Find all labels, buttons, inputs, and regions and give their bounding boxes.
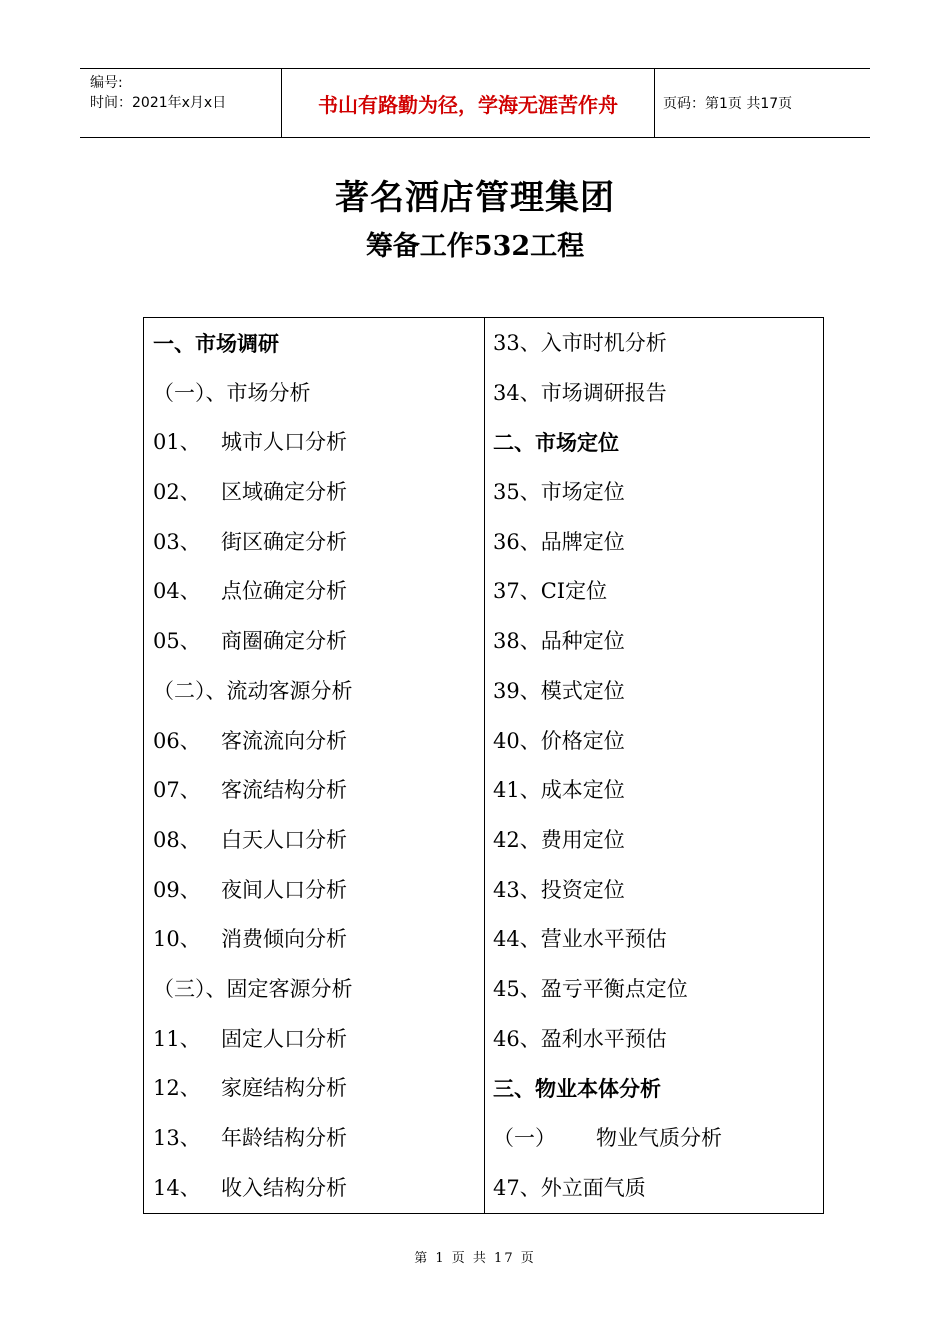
item-number: 09、 bbox=[153, 877, 201, 902]
list-item bbox=[493, 667, 823, 717]
list-item bbox=[153, 1015, 484, 1065]
item-text: 一、市场调研 bbox=[153, 331, 279, 356]
item-text: 38、品种定位 bbox=[493, 629, 625, 654]
item-number: 01、 bbox=[153, 430, 201, 455]
contents-right-column bbox=[485, 318, 823, 1213]
item-text: 白天人口分析 bbox=[221, 827, 347, 852]
list-item bbox=[153, 518, 484, 568]
item-text: 35、市场定位 bbox=[493, 480, 625, 505]
item-number: 11、 bbox=[153, 1026, 201, 1051]
list-item bbox=[493, 518, 823, 568]
contents-table bbox=[143, 317, 824, 1214]
item-number: 07、 bbox=[153, 778, 201, 803]
item-text: 41、成本定位 bbox=[493, 778, 625, 803]
list-item bbox=[493, 369, 823, 419]
contents-left-column bbox=[144, 318, 485, 1213]
list-item bbox=[493, 468, 823, 518]
section-heading bbox=[153, 319, 484, 369]
list-item bbox=[153, 816, 484, 866]
item-text: 收入结构分析 bbox=[221, 1175, 347, 1200]
item-text: 42、费用定位 bbox=[493, 827, 625, 852]
item-number: 13、 bbox=[153, 1126, 201, 1150]
list-item bbox=[493, 816, 823, 866]
document-header bbox=[80, 68, 870, 138]
item-number: 06、 bbox=[153, 728, 201, 753]
header-meta bbox=[80, 69, 281, 137]
document-title: 著名酒店管理集团 bbox=[335, 178, 615, 218]
item-text: 36、品牌定位 bbox=[493, 529, 625, 554]
item-text: 43、投资定位 bbox=[493, 877, 625, 902]
list-item bbox=[153, 567, 484, 617]
item-number: 02、 bbox=[153, 480, 201, 505]
item-number: 10、 bbox=[153, 927, 201, 952]
item-text: 46、盈利水平预估 bbox=[493, 1026, 667, 1051]
item-text: 44、营业水平预估 bbox=[493, 927, 667, 952]
item-text: 物业气质分析 bbox=[596, 1126, 722, 1150]
number-label: 编号: bbox=[90, 75, 123, 91]
item-number: 08、 bbox=[153, 827, 201, 852]
item-text: 47、外立面气质 bbox=[493, 1175, 646, 1200]
item-number: （一） bbox=[493, 1126, 556, 1150]
section-heading bbox=[493, 1064, 823, 1114]
list-item bbox=[153, 1164, 484, 1214]
item-number: 05、 bbox=[153, 629, 201, 654]
list-item bbox=[493, 866, 823, 916]
item-text: 二、市场定位 bbox=[493, 430, 619, 456]
item-number: 14、 bbox=[153, 1175, 201, 1200]
list-item bbox=[153, 617, 484, 667]
item-text: 商圈确定分析 bbox=[221, 629, 347, 654]
page-footer: 第 1 页 共 17 页 bbox=[414, 1251, 536, 1266]
item-text: 34、市场调研报告 bbox=[493, 380, 667, 405]
item-text: 年龄结构分析 bbox=[221, 1126, 347, 1150]
item-text: 客流流向分析 bbox=[221, 728, 347, 753]
item-text: 固定人口分析 bbox=[221, 1026, 347, 1051]
item-number: 12、 bbox=[153, 1076, 201, 1101]
list-item bbox=[493, 766, 823, 816]
item-text: （一）、市场分析 bbox=[153, 380, 311, 405]
item-text: 街区确定分析 bbox=[221, 529, 347, 554]
item-text: （二）、流动客源分析 bbox=[153, 678, 353, 703]
list-item bbox=[493, 1164, 823, 1214]
list-item bbox=[493, 717, 823, 767]
list-item bbox=[153, 418, 484, 468]
list-item bbox=[153, 915, 484, 965]
item-text: 39、模式定位 bbox=[493, 678, 625, 703]
item-text: 40、价格定位 bbox=[493, 728, 625, 753]
item-text: 客流结构分析 bbox=[221, 778, 347, 803]
header-page-info: 页码：第1页 共17页 bbox=[663, 96, 793, 112]
item-text: 城市人口分析 bbox=[221, 430, 347, 455]
section-heading bbox=[493, 418, 823, 468]
item-number: 04、 bbox=[153, 579, 201, 604]
item-text: 夜间人口分析 bbox=[221, 877, 347, 902]
item-text: 37、CI定位 bbox=[493, 579, 608, 604]
list-item bbox=[493, 617, 823, 667]
list-item bbox=[493, 965, 823, 1015]
list-item bbox=[153, 866, 484, 916]
list-item bbox=[153, 667, 484, 717]
item-text: 区域确定分析 bbox=[221, 480, 347, 505]
list-item bbox=[153, 468, 484, 518]
list-item bbox=[153, 1114, 484, 1164]
item-text: 三、物业本体分析 bbox=[493, 1076, 661, 1102]
item-text: 点位确定分析 bbox=[221, 579, 347, 604]
list-item bbox=[153, 766, 484, 816]
document-subtitle: 筹备工作532工程 bbox=[365, 231, 585, 262]
item-text: （三）、固定客源分析 bbox=[153, 976, 353, 1001]
header-motto: 书山有路勤为径，学海无涯苦作舟 bbox=[281, 69, 655, 137]
list-item bbox=[493, 319, 823, 369]
item-text: 45、盈亏平衡点定位 bbox=[493, 976, 688, 1001]
list-item bbox=[493, 915, 823, 965]
item-text: 家庭结构分析 bbox=[221, 1076, 347, 1101]
list-item bbox=[153, 717, 484, 767]
time-label: 时间：2021年x月x日 bbox=[90, 95, 227, 111]
list-item bbox=[493, 567, 823, 617]
list-item bbox=[153, 369, 484, 419]
item-text: 33、入市时机分析 bbox=[493, 331, 667, 355]
item-number: 03、 bbox=[153, 529, 201, 554]
list-item bbox=[153, 1064, 484, 1114]
item-text: 消费倾向分析 bbox=[221, 927, 347, 952]
list-item bbox=[493, 1114, 823, 1164]
list-item bbox=[493, 1015, 823, 1065]
list-item bbox=[153, 965, 484, 1015]
